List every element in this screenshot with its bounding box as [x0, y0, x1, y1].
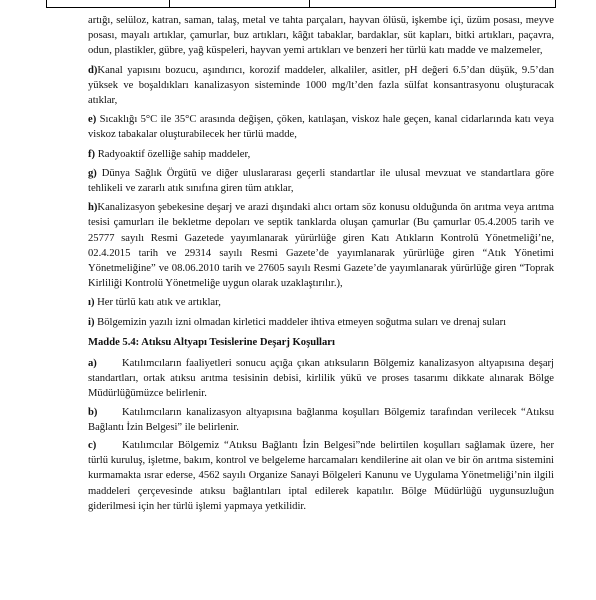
- item-label: i): [88, 316, 95, 328]
- item-label: e): [88, 114, 97, 126]
- item-label: ı): [88, 297, 95, 309]
- paragraph-f: f) Radyoaktif özelliğe sahip maddeler,: [88, 148, 251, 160]
- item-label: c): [88, 440, 97, 452]
- item-label: a): [88, 358, 97, 370]
- document-body: [88, 13, 554, 517]
- paragraph-b: b) Katılımcıların kanalizasyon altyapısına bağlanma koşulları Bölgemiz tarafından verilecek “Atıksu Bağlantı İzin Belgesi” ile belirlenir.: [88, 406, 554, 433]
- table-fragment: [46, 0, 556, 8]
- paragraph-d: d)Kanal yapısını bozucu, aşındırıcı, korozif maddeler, alkaliler, asitler, pH değeri 6.5’dan düşük, 9.5’dan yüksek ve boşaldıkları kanalizasyon sisteminde 1000 mg/lt’den fazla sülfat konsantrasyonu oluşturacak atıklar,: [88, 64, 554, 107]
- paragraph-i: i) Bölgemizin yazılı izni olmadan kirletici maddeler ihtiva etmeyen soğutma suları ve drenaj suları: [88, 316, 507, 328]
- item-label: h): [88, 202, 98, 214]
- item-label: b): [88, 406, 98, 418]
- table-column-divider: [169, 0, 170, 7]
- item-label: g): [88, 167, 97, 179]
- paragraph-c: c) Katılımcılar Bölgemiz “Atıksu Bağlantı İzin Belgesi”nde belirtilen koşulları sağlamak üzere, her türlü kuruluş, işletme, bakım, kontrol ve belgeleme harcamaları kendilerine ait olan ve bir ön arıtma sistemini kurmamakta ısrar ederse, 4562 sayılı Organize Sanayi Bölgeleri Kanunu ve Uygulama Yönetmeliği’nin ilgili maddeleri çerçevesinde atıksu bağlantıları iptal edilerek kapatılır. Bölge Müdürlüğü uygunsuzluğun giderilmesi için her türlü işlemi yapmaya yetkilidir.: [88, 440, 554, 512]
- table-column-divider: [309, 0, 310, 7]
- paragraph-e: e) Sıcaklığı 5°C ile 35°C arasında değişen, çöken, katılaşan, viskoz hale geçen, kanal cidarlarında katı veya viskoz tabakalar oluşturabilecek her türlü madde,: [88, 114, 555, 141]
- paragraph-a: a) Katılımcıların faaliyetleri sonucu açığa çıkan atıksuların Bölgemiz kanalizasyon altyapısına deşarj standartları, ortak atıksu arıtma tesisinin debisi, kirlilik yükü ve proses tasarımı dikkate alınarak Bölge Müdürlüğümüzce belirlenir.: [88, 358, 554, 400]
- item-label: d): [88, 64, 98, 76]
- section-heading: Madde 5.4: Atıksu Altyapı Tesislerine Deşarj Koşulları: [88, 336, 335, 348]
- paragraph-h: h)Kanalizasyon şebekesine deşarj ve arazi dışındaki alıcı ortam söz konusu olduğunda ön arıtma veya arıtma tesisi çamurları ile bekletme depoları ve septik tanklarda oluşan çamurlar (Bu çamurlar 05.4.2005 tarih ve 25777 sayılı Resmi Gazetede yayımlanarak yürürlüğe giren Katı Atıkların Kontrolü Yönetmeliği’ne, 02.4.2015 tarih ve 29314 sayılı Resmi Gazete’de yayımlanarak yürürlüğe giren “Atık Yönetimi Yönetmeliğine” ve 08.06.2010 tarih ve 27605 sayılı Resmi Gazete’de yayımlanarak yürürlüğe giren “Toprak Kirliliği Kontrolü Yönetmeliğe uygun olarak uzaklaştırılır.),: [88, 202, 554, 290]
- paragraph-continuation: artığı, selülоz, katran, saman, talaş, metal ve tahta parçaları, hayvan ölüsü, işkembe içi, üzüm posası, meyve posası, mayalı artıklar, çamurlar, buz artıkları, kâğıt tabaklar, bardaklar, süt kapları, bitki artıkları, paçavra, odun, plastikler, gübre, yağ küspeleri, hayvan yemi artıkları ve benzeri her türlü katı madde ve malzemeler,: [88, 15, 554, 57]
- item-label: f): [88, 148, 96, 160]
- paragraph-g: g) Dünya Sağlık Örgütü ve diğer uluslararası geçerli standartlar ile ulusal mevzuat ve standartlara göre tehlikeli ve zararlı atık sınıfına giren tüm atıklar,: [88, 167, 554, 195]
- paragraph-i-dotless: ı) Her türlü katı atık ve artıklar,: [88, 297, 221, 309]
